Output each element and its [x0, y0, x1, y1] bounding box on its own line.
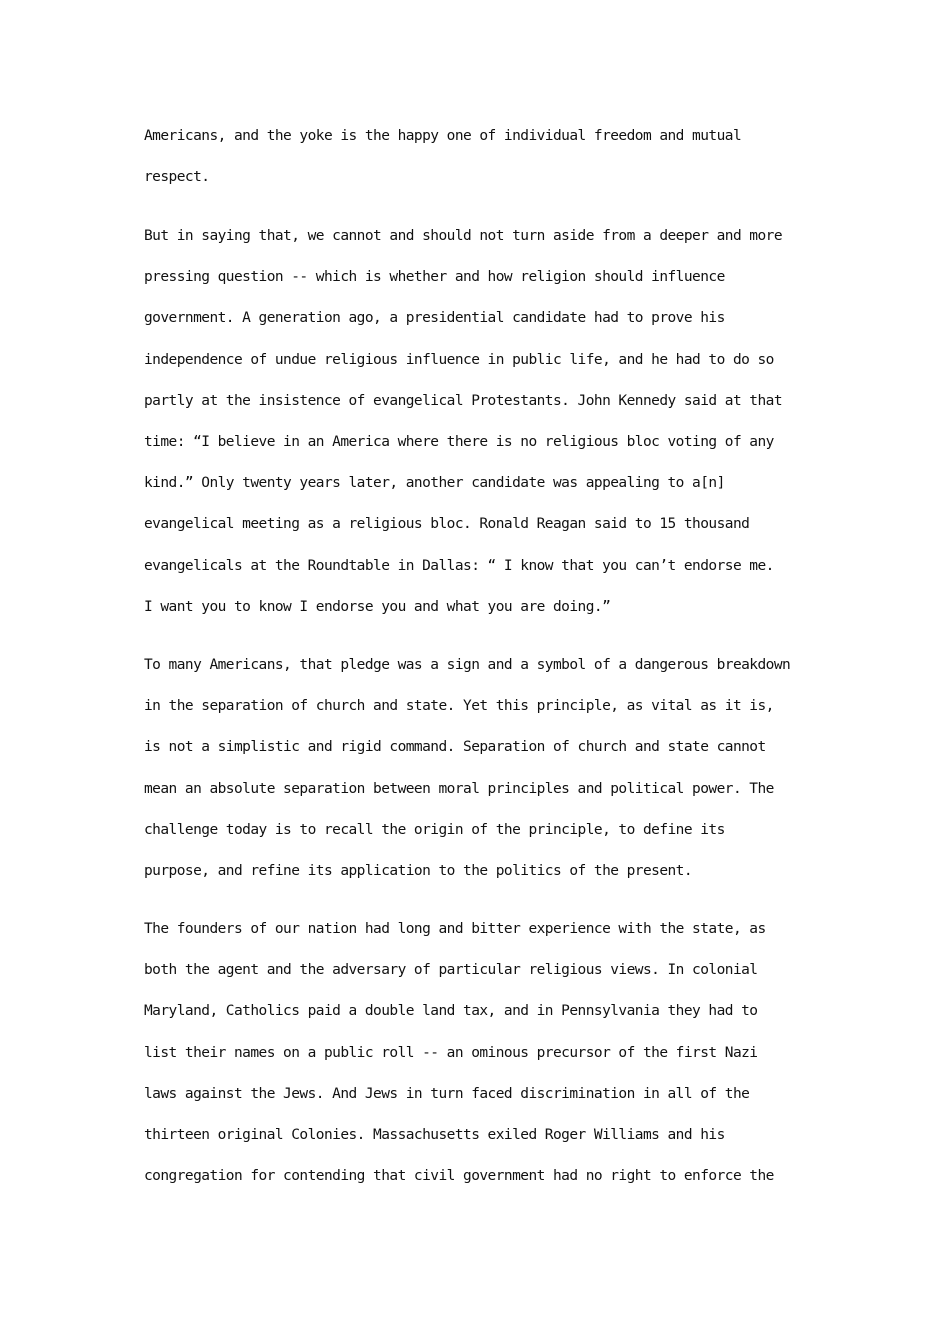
text-line: evangelical meeting as a religious bloc. Ronald Reagan said to 15 thousand — [144, 516, 750, 533]
text-line: laws against the Jews. And Jews in turn faced discrimination in all of the — [144, 1085, 750, 1102]
text-line: mean an absolute separation between moral principles and political power. The — [144, 780, 774, 797]
paragraph-1 — [144, 116, 824, 198]
text-line: partly at the insistence of evangelical Protestants. John Kennedy said at that — [144, 392, 783, 409]
paragraph-2 — [144, 216, 824, 628]
text-line: government. A generation ago, a presidential candidate had to prove his — [144, 310, 725, 327]
text-line: respect. — [144, 169, 210, 186]
text-line: Maryland, Catholics paid a double land tax, and in Pennsylvania they had to — [144, 1003, 758, 1020]
text-line: challenge today is to recall the origin of the principle, to define its — [144, 821, 725, 838]
text-line: pressing question -- which is whether and how religion should influence — [144, 269, 725, 286]
text-line: I want you to know I endorse you and what you are doing.” — [144, 598, 611, 615]
text-line: time: “I believe in an America where there is no religious bloc voting of any — [144, 433, 774, 450]
text-line: thirteen original Colonies. Massachusetts exiled Roger Williams and his — [144, 1126, 725, 1143]
text-line: Americans, and the yoke is the happy one of individual freedom and mutual — [144, 128, 742, 144]
text-line: evangelicals at the Roundtable in Dallas: “ I know that you can’t endorse me. — [144, 557, 774, 574]
text-line: The founders of our nation had long and bitter experience with the state, as — [144, 921, 766, 937]
text-line: is not a simplistic and rigid command. Separation of church and state cannot — [144, 739, 766, 756]
paragraph-4 — [144, 909, 824, 1197]
text-line: list their names on a public roll -- an ominous precursor of the first Nazi — [144, 1044, 758, 1061]
text-line: purpose, and refine its application to the politics of the present. — [144, 862, 693, 879]
text-line: independence of undue religious influence in public life, and he had to do so — [144, 351, 774, 368]
text-line: in the separation of church and state. Yet this principle, as vital as it is, — [144, 698, 774, 715]
text-line: But in saying that, we cannot and should not turn aside from a deeper and more — [144, 228, 783, 244]
text-line: kind.” Only twenty years later, another candidate was appealing to a[n] — [144, 475, 725, 492]
text-line: congregation for contending that civil government had no right to enforce the — [144, 1168, 774, 1185]
text-line: To many Americans, that pledge was a sign and a symbol of a dangerous breakdown — [144, 657, 791, 673]
text-line: both the agent and the adversary of particular religious views. In colonial — [144, 962, 758, 979]
paragraph-3 — [144, 645, 824, 892]
